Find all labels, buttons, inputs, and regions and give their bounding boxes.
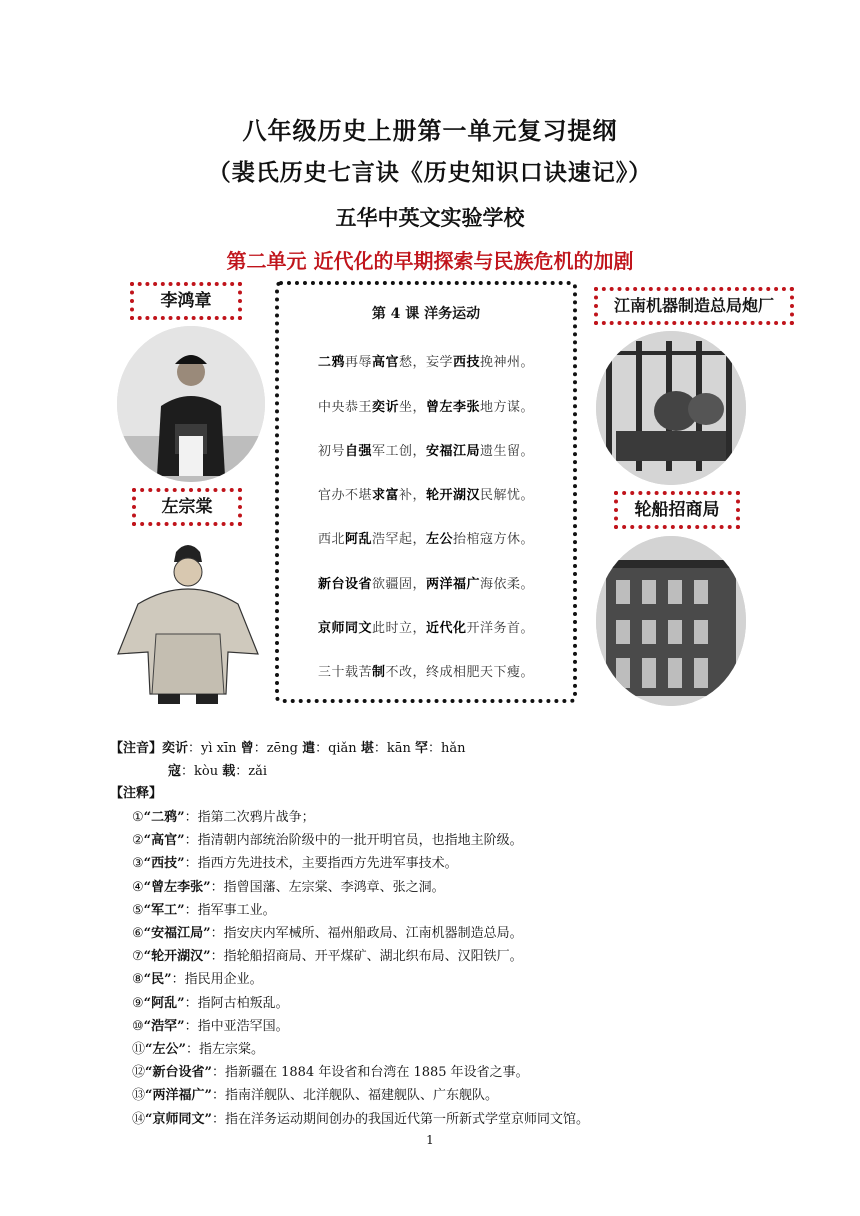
text-segment: ：qiǎn xyxy=(315,741,361,756)
bold-term: 新台设省 xyxy=(317,577,372,592)
pronunciation-tag: 【注音】 xyxy=(110,741,163,756)
bold-term: 自强 xyxy=(344,444,372,459)
note-number: ⑧ xyxy=(132,972,144,988)
text-segment: 遗生留。 xyxy=(480,444,535,459)
note-number: ⑫ xyxy=(132,1065,146,1081)
lesson-title: 第 4 课 洋务运动 xyxy=(371,306,481,322)
bold-term: 二鸦 xyxy=(317,355,345,370)
note-text: ：指民用企业。 xyxy=(171,972,263,988)
note-number: ④ xyxy=(132,879,144,895)
bold-term: 堪 xyxy=(360,741,374,756)
bold-term: 西技 xyxy=(453,355,481,370)
text-segment: 再辱 xyxy=(344,355,372,370)
text-segment: 官办不堪 xyxy=(317,488,372,503)
text-segment: 浩罕起， xyxy=(371,532,426,547)
note-item xyxy=(132,1084,498,1103)
bold-term: 遣 xyxy=(302,741,316,756)
text-segment: 挽神州。 xyxy=(480,355,535,370)
poem-line xyxy=(279,528,573,547)
school-name: 五华中英文实验学校 xyxy=(335,205,525,230)
bold-term: 曾 xyxy=(240,741,254,756)
text-segment: ：yì xīn xyxy=(188,741,241,756)
note-number: ⑥ xyxy=(132,926,144,941)
bold-term: 载 xyxy=(222,764,236,779)
bold-term: 求富 xyxy=(371,488,399,503)
poem-line xyxy=(279,440,573,459)
notes-tag: 【注释】 xyxy=(110,786,163,801)
note-text: ：指轮船招商局、开平煤矿、湖北织布局、汉阳铁厂。 xyxy=(210,949,523,965)
pronunciation-line-1 xyxy=(110,737,466,756)
bold-term: 奕䜣 xyxy=(371,400,399,415)
text-segment: 民解忧。 xyxy=(480,488,535,503)
note-number: ⑪ xyxy=(132,1042,146,1057)
note-term: “轮开湖汉” xyxy=(143,949,211,965)
note-text: ：指西方先进技术，主要指西方先进军事技术。 xyxy=(184,856,458,872)
text-segment: 西北 xyxy=(317,532,345,547)
note-item xyxy=(132,1061,529,1080)
note-term: “新台设省” xyxy=(145,1065,212,1081)
bold-term: 京师同文 xyxy=(317,621,372,636)
document-subtitle: （裴氏历史七言诀《历史知识口诀速记》） xyxy=(207,159,653,186)
bold-term: 安福江局 xyxy=(426,444,481,459)
note-text: ：指安庆内军械所、福州船政局、江南机器制造总局。 xyxy=(210,926,523,941)
text-segment: 军工创， xyxy=(371,444,426,459)
bold-term: 曾左李张 xyxy=(426,400,481,415)
text-segment: ：zēng xyxy=(253,741,303,756)
note-item xyxy=(132,829,523,848)
note-item xyxy=(132,922,523,941)
note-text: ：指清朝内部统治阶级中的一批开明官员，也指地主阶级。 xyxy=(184,833,523,849)
note-number: ③ xyxy=(132,856,144,872)
bold-term: 高官 xyxy=(371,355,399,370)
text-segment: 欲疆固， xyxy=(371,577,426,592)
poem-line xyxy=(279,617,573,636)
text-segment: 不改，终成相肥天下瘦。 xyxy=(385,665,535,680)
note-item xyxy=(132,992,289,1011)
poem-line xyxy=(279,396,573,415)
note-number: ⑦ xyxy=(132,949,144,965)
pronunciation-content xyxy=(162,741,465,756)
note-term: “曾左李张” xyxy=(143,879,211,895)
text-segment: ：zǎi xyxy=(235,764,268,779)
note-term: “民” xyxy=(143,972,172,988)
note-item xyxy=(132,876,445,895)
note-number: ① xyxy=(132,810,144,825)
note-number: ⑩ xyxy=(132,1018,144,1034)
note-term: “左公” xyxy=(145,1042,186,1057)
label-li-hongzhang: 李鸿章 xyxy=(130,282,242,320)
note-number: ⑭ xyxy=(132,1111,146,1127)
document-title: 八年级历史上册第一单元复习提纲 xyxy=(242,116,618,145)
text-segment: 地方谋。 xyxy=(480,400,535,415)
note-number: ⑨ xyxy=(132,995,144,1011)
note-number: ⑬ xyxy=(132,1088,146,1104)
text-segment: ：hǎn xyxy=(428,741,466,756)
bold-term: 近代化 xyxy=(426,621,467,636)
bold-term: 罕 xyxy=(414,741,428,756)
note-term: “京师同文” xyxy=(145,1111,212,1127)
unit-heading: 第二单元 近代化的早期探索与民族危机的加剧 xyxy=(226,249,634,273)
note-term: “阿乱” xyxy=(143,995,185,1011)
note-term: “军工” xyxy=(143,902,185,918)
text-segment: 初号 xyxy=(317,444,345,459)
bold-term: 两洋福广 xyxy=(426,577,481,592)
note-item xyxy=(132,1108,589,1127)
text-segment: 坐， xyxy=(398,400,426,415)
text-segment: ：kān xyxy=(373,741,415,756)
label-zuo-zongtang: 左宗棠 xyxy=(132,488,242,526)
note-text: ：指新疆在 1884 年设省和台湾在 1885 年设省之事。 xyxy=(211,1065,529,1081)
text-segment: 海依柔。 xyxy=(480,577,535,592)
page-number: 1 xyxy=(426,1133,434,1147)
poem-line xyxy=(279,484,573,503)
pronunciation-line-2 xyxy=(168,760,267,779)
note-term: “两洋福广” xyxy=(145,1088,212,1104)
note-text: ：指第二次鸦片战争； xyxy=(184,810,315,825)
note-text: ：指中亚浩罕国。 xyxy=(184,1018,289,1034)
note-term: “西技” xyxy=(143,856,185,872)
poem-line xyxy=(279,661,573,680)
note-item xyxy=(132,1038,264,1057)
note-term: “安福江局” xyxy=(143,926,211,941)
note-item xyxy=(132,806,315,825)
bold-term: 左公 xyxy=(426,532,454,547)
bold-term: 寇 xyxy=(168,764,182,779)
note-term: “高官” xyxy=(143,833,185,849)
note-item xyxy=(132,968,263,987)
label-china-merchants: 轮船招商局 xyxy=(614,491,740,529)
note-text: ：指南洋舰队、北洋舰队、福建舰队、广东舰队。 xyxy=(211,1088,498,1104)
note-number: ⑤ xyxy=(132,902,144,918)
text-segment: 抬棺寇方休。 xyxy=(453,532,535,547)
poem-line xyxy=(279,351,573,370)
china-merchants-building-photo xyxy=(596,536,746,706)
note-item xyxy=(132,945,523,964)
note-item xyxy=(132,852,458,871)
note-number: ② xyxy=(132,833,144,849)
zuo-zongtang-portrait xyxy=(108,534,268,712)
text-segment: ：kòu xyxy=(181,764,223,779)
note-text: ：指左宗棠。 xyxy=(185,1042,264,1057)
poem-box xyxy=(275,281,577,703)
bold-term: 阿乱 xyxy=(344,532,372,547)
label-jiangnan-arsenal: 江南机器制造总局炮厂 xyxy=(594,287,794,325)
text-segment: 愁，妄学 xyxy=(399,355,454,370)
jiangnan-arsenal-photo xyxy=(596,331,746,485)
note-term: “浩罕” xyxy=(143,1018,185,1034)
note-item xyxy=(132,1015,289,1034)
poem-line xyxy=(279,573,573,592)
note-item xyxy=(132,899,276,918)
text-segment: 开洋务首。 xyxy=(466,621,535,636)
note-text: ：指在洋务运动期间创办的我国近代第一所新式学堂京师同文馆。 xyxy=(211,1111,589,1127)
bold-term: 奕䜣 xyxy=(162,741,189,756)
bold-term: 轮开湖汉 xyxy=(426,488,481,503)
note-term: “二鸦” xyxy=(143,810,185,825)
bold-term: 制 xyxy=(371,665,386,680)
note-text: ：指阿古柏叛乱。 xyxy=(184,995,289,1011)
note-text: ：指军事工业。 xyxy=(184,902,276,918)
text-segment: 补， xyxy=(398,488,426,503)
li-hongzhang-portrait xyxy=(117,326,265,482)
text-segment: 中央恭王 xyxy=(317,400,372,415)
note-text: ：指曾国藩、左宗棠、李鸿章、张之洞。 xyxy=(210,879,445,895)
text-segment: 三十载苦 xyxy=(317,665,372,680)
text-segment: 此时立， xyxy=(371,621,426,636)
